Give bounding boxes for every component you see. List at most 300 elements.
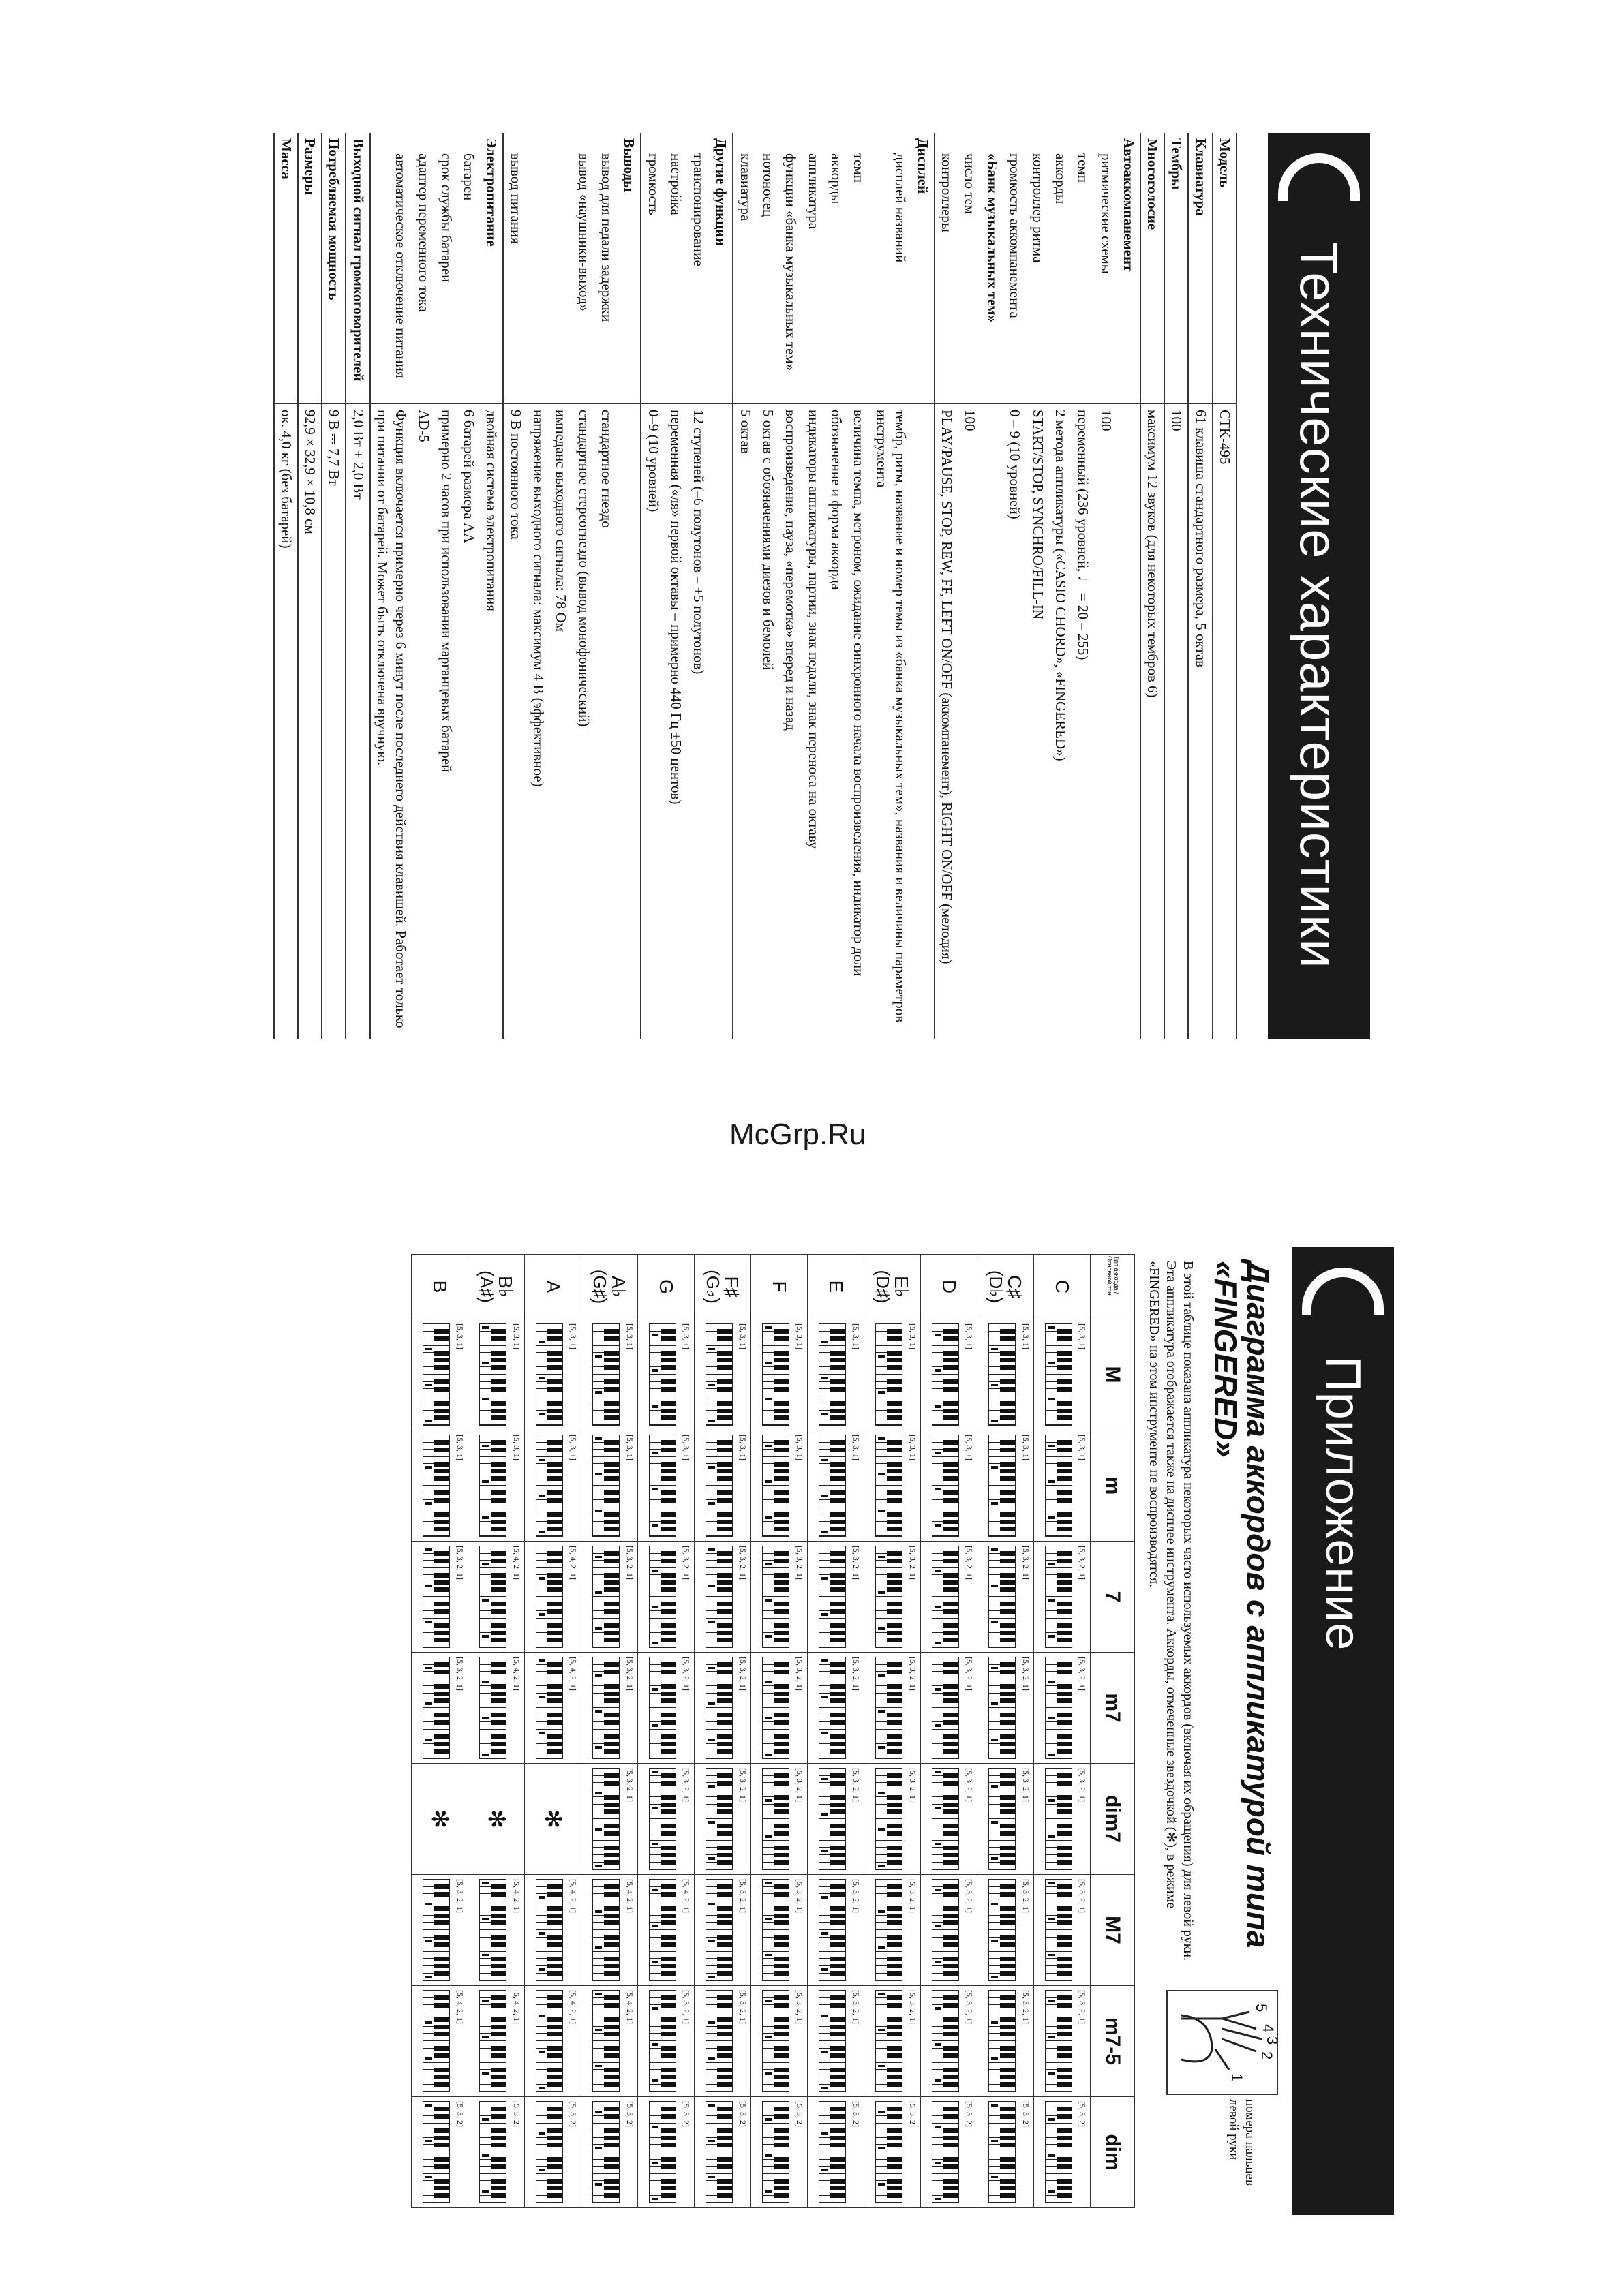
keyboard-diagram [819,1879,846,1981]
spec-banner [1268,133,1370,1039]
black-key [1057,1853,1072,1858]
black-key [887,2143,902,2147]
black-key [1000,1551,1015,1556]
black-key [717,1846,732,1850]
spec-value: стандартное стереогнездо (вывод монофонический) [575,410,592,727]
black-key [1000,1602,1015,1606]
black-key [547,1971,562,1976]
black-key [1000,1662,1015,1667]
black-key [830,1749,845,1754]
black-key [1000,2053,1015,2058]
spec-value: 100 [1097,410,1114,431]
black-key [830,1602,845,1606]
spec-row [618,133,641,1039]
fingering-label: [5, 3, 2, 1] [851,1657,861,1691]
black-key [1000,2128,1015,2133]
root-note-name: F♯ [721,1276,742,1298]
black-key [604,1892,619,1897]
black-key [830,1720,845,1725]
black-key [547,1358,562,1363]
fingering-label: [5, 3, 1] [455,1323,465,1349]
black-key [491,1623,506,1628]
black-key [604,1336,619,1341]
black-key [887,1415,902,1420]
black-key [1000,1892,1015,1897]
black-key [604,1609,619,1614]
chord-cell [977,1653,1034,1764]
spec-value: максимум 12 звуков (для некоторых тембров 6) [1140,403,1164,1039]
black-key [774,1964,789,1969]
black-key [1000,1520,1015,1525]
black-key [491,1684,506,1689]
black-key [830,2075,845,2080]
hand-diagram [1166,1990,1281,2095]
black-key [604,1914,619,1918]
black-key [887,1713,902,1717]
black-key [661,2114,676,2119]
fingering-label: [5, 3, 2] [512,2101,521,2127]
black-key [717,1884,732,1889]
fingering-label: [5, 3, 2, 1] [682,1768,691,1802]
chord-cell [525,1542,581,1653]
black-key [661,1440,676,1445]
black-key [717,2082,732,2087]
black-key [774,1920,789,1925]
black-key [491,2186,506,2191]
keyboard-diagram [988,1657,1016,1759]
fingering-label: [5, 3, 2] [568,2101,578,2127]
black-key [1000,2193,1015,2198]
black-key [717,1336,732,1341]
black-key [830,1351,845,1356]
root-note-label [808,1255,864,1319]
keyboard-diagram [592,1879,620,1981]
fingering-label: [5, 3, 2, 1] [851,1990,861,2024]
black-key [661,1415,676,1420]
chord-cell [695,1319,751,1430]
black-key [661,1631,676,1636]
black-key [661,1892,676,1897]
black-key [943,1573,958,1578]
black-key [491,1409,506,1413]
black-key [434,1476,449,1481]
black-key [434,2193,449,2198]
chord-cell [864,1542,921,1653]
spec-row [322,133,346,1039]
black-key [547,1490,562,1495]
chord-cell [864,1986,921,2097]
black-key [547,1713,562,1717]
black-key [661,1795,676,1800]
black-key [887,1860,902,1865]
black-key [1057,1971,1072,1976]
root-note-name: E [825,1280,847,1294]
black-key [1057,1351,1072,1356]
spec-value [981,403,1003,1039]
black-key [830,2046,845,2051]
black-key [434,1336,449,1341]
black-key [604,1773,619,1778]
black-key [830,1957,845,1961]
black-key [774,1692,789,1696]
fingering-label: [5, 3, 1] [1078,1435,1087,1460]
black-key [1057,2179,1072,2184]
black-key [1000,2068,1015,2072]
black-key [1000,1749,1015,1754]
black-key [604,1469,619,1474]
spec-row [779,133,802,1039]
black-key [1057,1662,1072,1667]
chord-row [751,1255,808,2208]
black-key [717,1803,732,1807]
chord-cell [581,1542,638,1653]
black-key [1000,1573,1015,1578]
keyboard-diagram [762,1657,789,1759]
black-key [434,1387,449,1392]
keyboard-diagram [423,1323,450,1426]
spec-row [958,133,980,1039]
black-key [604,1957,619,1961]
fingering-label: [5, 3, 1] [738,1323,748,1349]
black-key [943,1824,958,1828]
black-key [717,1749,732,1754]
black-key [717,2128,732,2133]
black-key [774,2128,789,2133]
black-key [774,1803,789,1807]
fingering-label: [5, 3, 1] [568,1435,578,1460]
chord-cell [808,1430,864,1542]
spec-value: 2,0 Вт + 2,0 Вт [346,403,369,1039]
black-key [887,1623,902,1628]
keyboard-diagram [649,1879,676,1981]
keyboard-diagram [706,1657,733,1759]
black-key [774,2164,789,2169]
black-key [604,1781,619,1786]
chord-cell [638,1875,695,1986]
black-key [434,1580,449,1585]
black-key [1000,1498,1015,1503]
black-key [717,1957,732,1961]
chord-cell [525,1986,581,2097]
black-key [661,2107,676,2111]
black-key [434,1490,449,1495]
black-key [887,2157,902,2162]
black-key [547,1906,562,1911]
black-key [491,1365,506,1370]
black-key [887,2193,902,2198]
keyboard-diagram [592,1546,620,1648]
fingering-label: [5, 3, 2, 1] [1078,1990,1087,2024]
spec-value: переменный (236 уровней, ♩ = 20 – 255) [1075,410,1092,660]
black-key [661,2186,676,2191]
black-key [547,1749,562,1754]
black-key [547,1498,562,1503]
black-key [774,1401,789,1406]
spec-row [825,133,847,1039]
black-key [774,1527,789,1531]
black-key [774,1469,789,1474]
black-key [717,1920,732,1925]
black-key [1057,2025,1072,2030]
black-key [491,2053,506,2058]
chord-cell [1034,1764,1091,1875]
black-key [1000,1365,1015,1370]
black-key [943,1580,958,1585]
black-key [604,1971,619,1976]
black-key [661,2046,676,2051]
black-key [547,1609,562,1614]
fingering-label: [5, 3, 1] [965,1323,974,1349]
keyboard-diagram [592,2101,620,2203]
black-key [434,1520,449,1525]
fingering-label: [5, 3, 1] [795,1323,804,1349]
black-key [661,1527,676,1531]
spec-label: нотоносец [757,133,779,403]
spec-table [273,133,1237,1039]
fingering-label: [5, 3, 2, 1] [908,1879,917,1913]
black-key [1000,1824,1015,1828]
keyboard-diagram [536,1323,563,1426]
spec-row [572,133,594,1039]
black-key [547,1469,562,1474]
black-key [604,1831,619,1836]
black-key [943,1692,958,1696]
black-key [830,1379,845,1384]
chord-type-header: M7 [1091,1875,1135,1986]
hand-caption: номера пальцев левой руки [1226,2099,1257,2186]
black-key [1000,1440,1015,1445]
keyboard-diagram [423,1546,450,1648]
black-key [887,1580,902,1585]
black-key [661,1559,676,1563]
black-key [830,1476,845,1481]
black-key [661,1964,676,1969]
fingering-label: [5, 4, 2, 1] [512,1546,521,1580]
spec-value: стандартное гнездо [598,410,615,528]
black-key [661,1670,676,1674]
black-key [830,1853,845,1858]
black-key [1000,2114,1015,2119]
black-key [717,1720,732,1725]
black-key [661,2179,676,2184]
black-key [1057,1336,1072,1341]
black-key [491,1448,506,1452]
black-key [774,1448,789,1452]
black-key [434,2186,449,2191]
black-key [943,1602,958,1606]
black-key [1057,1580,1072,1585]
black-key [661,1638,676,1642]
black-key [774,2193,789,2198]
keyboard-diagram [988,1990,1016,2092]
black-key [491,1401,506,1406]
fingering-label: [5, 3, 1] [1078,1323,1087,1349]
black-key [1000,1914,1015,1918]
black-key [717,1623,732,1628]
black-key [887,1957,902,1961]
black-key [491,1415,506,1420]
fingering-label: [5, 3, 2, 1] [682,1546,691,1580]
chord-cell [977,1430,1034,1542]
spec-label: Потребляемая мощность [322,133,346,403]
fingering-label: [5, 3, 1] [682,1435,691,1460]
black-key [943,2164,958,2169]
black-key [661,2003,676,2008]
black-key [434,1573,449,1578]
black-key [491,2046,506,2051]
black-key [604,1379,619,1384]
black-key [943,2143,958,2147]
black-key [547,2114,562,2119]
chord-cell [638,1764,695,1875]
black-key [887,1720,902,1725]
spec-row [911,133,935,1039]
spec-label [549,133,572,403]
black-key [717,1551,732,1556]
black-key [717,2186,732,2191]
black-key [491,2193,506,2198]
keyboard-diagram [479,1323,506,1426]
black-key [943,2082,958,2087]
black-key [547,1551,562,1556]
fingering-label: [5, 3, 2] [625,2101,635,2127]
chord-cell [638,2097,695,2208]
black-key [887,1995,902,2000]
chord-cell [977,1875,1034,1986]
black-key [830,1638,845,1642]
black-key [1057,1609,1072,1614]
black-key [604,2128,619,2133]
black-key [434,1698,449,1703]
chord-row [808,1255,864,2208]
spec-value [618,403,641,1039]
spec-label: «Банк музыкальных тем» [981,133,1003,403]
chord-cell [921,2097,977,2208]
black-key [943,1401,958,1406]
chord-cell [468,1875,525,1986]
black-key [604,1602,619,1606]
black-key [887,2107,902,2111]
black-key [661,1781,676,1786]
black-key [774,2186,789,2191]
black-key [434,1662,449,1667]
black-key [1057,2017,1072,2022]
black-key [1000,1587,1015,1592]
black-key [943,1387,958,1392]
spec-value: ок. 4,0 кг (без батарей) [274,403,298,1039]
black-key [1057,1892,1072,1897]
spec-value: индикаторы аппликатуры, партии, знак педали, знак переноса на октаву [805,410,822,849]
black-key [1000,1720,1015,1725]
chord-type-header: m [1091,1430,1135,1542]
black-key [943,2114,958,2119]
chord-cell [581,1986,638,2097]
black-key [887,1379,902,1384]
black-key [1057,2186,1072,2191]
black-key [943,1329,958,1334]
black-key [434,2143,449,2147]
black-key [830,1440,845,1445]
chord-chart-heading [1209,1261,1275,1976]
black-key [661,1734,676,1739]
black-key [717,2032,732,2036]
black-key [887,1853,902,1858]
black-key [604,1824,619,1828]
black-key [717,1935,732,1940]
black-key [943,2003,958,2008]
black-key [547,2046,562,2051]
black-key [887,1462,902,1467]
keyboard-diagram [536,2101,563,2203]
keyboard-diagram [649,1323,676,1426]
black-key [887,2017,902,2022]
spec-row [733,133,756,1039]
black-key [491,2179,506,2184]
spec-row [641,133,664,1039]
black-key [774,1351,789,1356]
black-key [717,1440,732,1445]
black-key [1057,2046,1072,2051]
black-key [774,1623,789,1628]
chord-cell [921,1875,977,1986]
black-key [661,1551,676,1556]
black-key [434,2075,449,2080]
chord-cell [525,1764,581,1875]
root-note-label [864,1255,921,1319]
black-key [491,1670,506,1674]
black-key [491,2157,506,2162]
black-key [604,2157,619,2162]
chord-type-header: m7-5 [1091,1986,1135,2097]
black-key [717,1379,732,1384]
black-key [1057,1638,1072,1642]
spec-title: Технические характеристики [1289,242,1350,969]
fingering-label: [5, 4, 2, 1] [512,1879,521,1913]
spec-label: Другие функции [710,133,733,403]
black-key [547,2193,562,2198]
black-key [943,1490,958,1495]
black-key [604,2075,619,2080]
black-key [1057,1734,1072,1739]
black-key [943,2046,958,2051]
black-key [830,1512,845,1517]
black-key [830,1662,845,1667]
black-key [943,1609,958,1614]
spec-value: 9 В ⎓ 7,7 Вт [322,403,346,1039]
black-key [830,2107,845,2111]
black-key [887,1387,902,1392]
black-key [661,2032,676,2036]
black-key [717,2068,732,2072]
spec-label: адаптер переменного тока [412,133,434,403]
appendix-page [427,1247,1394,2215]
fingering-label: [5, 3, 2, 1] [682,1990,691,2024]
black-key [887,2046,902,2051]
black-key [1057,2107,1072,2111]
black-key [717,1853,732,1858]
chord-cell [808,2097,864,2208]
black-key [434,1559,449,1563]
black-key [943,2193,958,2198]
spec-label: Размеры [298,133,322,403]
black-key [887,1809,902,1814]
black-key [943,1587,958,1592]
black-key [434,2107,449,2111]
fingering-label: [5, 3, 2, 1] [795,1546,804,1580]
finger-number: 1 [1228,2073,1245,2082]
black-key [604,1440,619,1445]
spec-row [274,133,298,1039]
